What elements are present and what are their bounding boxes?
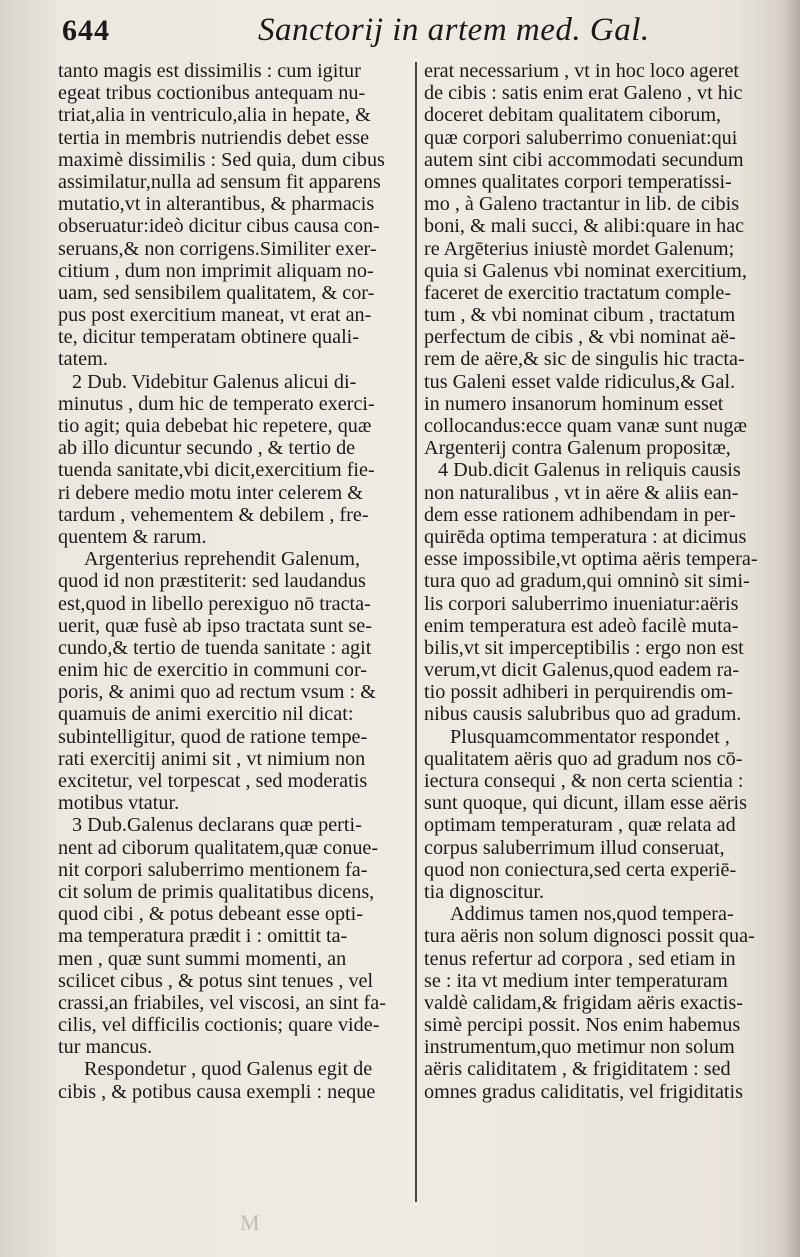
text-line: omnes gradus caliditatis, vel frigiditatis bbox=[424, 1080, 744, 1103]
text-line: qualitatem aëris quo ad gradum nos cō- bbox=[424, 747, 743, 770]
text-line: aëris caliditatem , & frigiditatem : sed bbox=[424, 1058, 731, 1081]
text-line: in numero insanorum hominum esset bbox=[424, 392, 724, 415]
text-line: corpus saluberrimum illud conseruat, bbox=[424, 836, 725, 859]
text-line: te, dicitur temperatam obtinere quali- bbox=[58, 326, 360, 349]
text-line: Respondetur , quod Galenus egit de bbox=[84, 1058, 373, 1081]
text-line: triat,alia in ventriculo,alia in hepate, & bbox=[58, 104, 371, 127]
right-text-column bbox=[424, 60, 772, 1103]
bleed-through-text: M bbox=[240, 1210, 262, 1235]
text-line: nit corpori saluberrimo mentionem fa- bbox=[58, 858, 368, 881]
text-line: optimam temperaturam , quæ relata ad bbox=[424, 814, 736, 837]
text-line: esse impossibile,vt optima aëris tempera- bbox=[424, 548, 758, 571]
left-text-column bbox=[58, 60, 410, 1103]
text-line: valdè calidam,& frigidam aëris exactis- bbox=[424, 991, 743, 1014]
text-line: lis corpori saluberrimo inueniatur:aëris bbox=[424, 592, 739, 615]
text-line: minutus , dum hic de temperato exerci- bbox=[58, 392, 375, 415]
text-line: cibis , & potibus causa exempli : neque bbox=[58, 1080, 376, 1103]
text-line: est,quod in libello perexiguo nō tracta- bbox=[58, 592, 371, 615]
text-line: tur mancus. bbox=[58, 1036, 153, 1059]
text-line: uam, sed sensibilem qualitatem, & cor- bbox=[58, 281, 375, 304]
text-line: cilis, vel difficilis coctionis; quare vide- bbox=[58, 1014, 380, 1037]
text-line: quod id non præstiterit: sed laudandus bbox=[58, 570, 366, 593]
text-line: rem de aëre,& sic de singulis hic tracta- bbox=[424, 348, 745, 371]
text-line: quentem & rarum. bbox=[58, 525, 207, 548]
text-line: enim temperatura est adeò facilè muta- bbox=[424, 614, 739, 637]
text-line: 4 Dub.dicit Galenus in reliquis causis bbox=[438, 459, 741, 482]
text-line: tia dignoscitur. bbox=[424, 880, 544, 903]
page-number: 644 bbox=[62, 14, 110, 47]
text-line: scilicet cibus , & potus sint tenues , vel bbox=[58, 969, 374, 992]
text-line: cit solum de primis qualitatibus dicens, bbox=[58, 880, 375, 903]
text-line: faceret de exercitio tractatum comple- bbox=[424, 281, 732, 304]
text-line: seruans,& non corrigens.Similiter exer- bbox=[58, 237, 377, 260]
text-line: simè percipi possit. Nos enim habemus bbox=[424, 1014, 741, 1037]
text-line: tatem. bbox=[58, 348, 108, 371]
text-line: quia si Galenus vbi nominat exercitium, bbox=[424, 259, 747, 282]
text-line: obseruatur:ideò dicitur cibus causa con- bbox=[58, 215, 380, 238]
text-line: non naturalibus , vt in aëre & aliis ean- bbox=[424, 481, 739, 504]
text-line: enim hic de exercitio in communi cor- bbox=[58, 659, 368, 682]
text-line: tum , & vbi nominat cibum , tractatum bbox=[424, 304, 736, 327]
text-line: tertia in membris nutriendis debet esse bbox=[58, 126, 370, 149]
text-line: motibus vtatur. bbox=[58, 792, 180, 815]
page-edge-shadow bbox=[782, 0, 800, 1257]
text-line: maximè dissimilis : Sed quia, dum cibus bbox=[58, 148, 385, 171]
column-divider bbox=[415, 62, 417, 1202]
text-line: quod non coniectura,sed certa experiē- bbox=[424, 858, 737, 881]
text-line: doceret debitam qualitatem ciborum, bbox=[424, 104, 722, 127]
text-line: 2 Dub. Videbitur Galenus alicui di- bbox=[72, 370, 357, 393]
text-line: quæ corpori saluberrimo conueniat:qui bbox=[424, 126, 738, 149]
text-line: 3 Dub.Galenus declarans quæ perti- bbox=[72, 814, 362, 837]
text-line: boni, & mali succi, & alibi:quare in hac bbox=[424, 215, 745, 238]
text-line: nibus causis salubribus quo ad gradum. bbox=[424, 703, 742, 726]
text-line: cundo,& tertio de tuenda sanitate : agit bbox=[58, 636, 372, 659]
text-line: assimilatur,nulla ad sensum fit apparens bbox=[58, 170, 381, 193]
text-line: instrumentum,quo metimur non solum bbox=[424, 1036, 735, 1059]
text-line: perfectum de cibis , & vbi nominat aë- bbox=[424, 326, 736, 349]
text-line: mo , à Galeno tractantur in lib. de cibis bbox=[424, 193, 740, 216]
text-line: verum,vt dicit Galenus,quod eadem ra- bbox=[424, 659, 740, 682]
text-line: rati exercitij animi sit , vt nimium non bbox=[58, 747, 366, 770]
text-line: tio agit; quia debebat hic repetere, quæ bbox=[58, 415, 372, 437]
text-line: tura aëris non solum dignosci possit qua- bbox=[424, 925, 755, 948]
text-line: tanto magis est dissimilis : cum igitur bbox=[58, 60, 361, 82]
text-line: tenus refertur ad corpora , sed etiam in bbox=[424, 947, 736, 970]
text-line: sunt quoque, qui dicunt, illam esse aëris bbox=[424, 792, 747, 815]
text-line: crassi,an friabiles, vel viscosi, an sint fa- bbox=[58, 991, 386, 1014]
text-line: iectura consequi , & non certa scientia : bbox=[424, 770, 744, 792]
page-header bbox=[0, 8, 800, 56]
text-line: ab illo dicuntur secundo , & tertio de bbox=[58, 437, 356, 460]
text-line: tuenda sanitate,vbi dicit,exercitium fie- bbox=[58, 459, 375, 482]
text-line: quamuis de animi exercitio nil dicat: bbox=[58, 703, 354, 726]
text-line: Plusquamcommentator respondet , bbox=[450, 725, 730, 748]
text-line: tura quo ad gradum,qui omninò sit simi- bbox=[424, 570, 750, 593]
text-line: collocandus:ecce quam vanæ sunt nugæ bbox=[424, 415, 747, 437]
text-line: poris, & animi quo ad rectum vsum : & bbox=[58, 681, 376, 704]
text-line: autem sint cibi accommodati secundum bbox=[424, 148, 744, 171]
text-line: Argenterius reprehendit Galenum, bbox=[84, 548, 360, 571]
text-line: tardum , vehementem & debilem , fre- bbox=[58, 503, 369, 526]
text-line: tus Galeni esset valde ridiculus,& Gal. bbox=[424, 370, 736, 393]
text-line: egeat tribus coctionibus antequam nu- bbox=[58, 82, 366, 105]
text-line: uerit, quæ fusè ab ipso tractata sunt se- bbox=[58, 614, 372, 637]
text-line: Argenterij contra Galenum propositæ, bbox=[424, 437, 731, 460]
text-line: nent ad ciborum qualitatem,quæ conue- bbox=[58, 836, 379, 859]
text-line: subintelligitur, quod de ratione tempe- bbox=[58, 725, 368, 748]
text-line: men , quæ sunt summi momenti, an bbox=[58, 947, 347, 970]
text-line: re Argēterius iniustè mordet Galenum; bbox=[424, 237, 735, 260]
text-line: pus post exercitium maneat, vt erat an- bbox=[58, 304, 372, 327]
text-line: se : ita vt medium inter temperaturam bbox=[424, 969, 728, 992]
text-line: tio possit adhiberi in perquirendis om- bbox=[424, 681, 733, 704]
running-head: Sanctorij in artem med. Gal. bbox=[258, 12, 650, 48]
text-line: Addimus tamen nos,quod tempera- bbox=[450, 903, 734, 926]
text-line: ri debere medio motu inter celerem & bbox=[58, 481, 363, 504]
text-line: ma temperatura prædit i : omittit ta- bbox=[58, 925, 348, 948]
text-line: erat necessarium , vt in hoc loco ageret bbox=[424, 60, 740, 82]
text-line: mutatio,vt in alterantibus, & pharmacis bbox=[58, 193, 375, 216]
text-line: citium , dum non imprimit aliquam no- bbox=[58, 259, 374, 282]
text-line: excitetur, vel torpescat , sed moderatis bbox=[58, 770, 368, 792]
text-line: quirēda optima temperatura : at dicimus bbox=[424, 525, 747, 548]
text-line: dem esse rationem adhibendam in per- bbox=[424, 503, 736, 526]
text-line: omnes qualitates corpori temperatissi- bbox=[424, 170, 732, 193]
text-line: bilis,vt sit imperceptibilis : ergo non est bbox=[424, 636, 744, 659]
text-line: de cibis : satis enim erat Galeno , vt hic bbox=[424, 82, 743, 105]
text-line: quod cibi , & potus debeant esse opti- bbox=[58, 903, 364, 926]
